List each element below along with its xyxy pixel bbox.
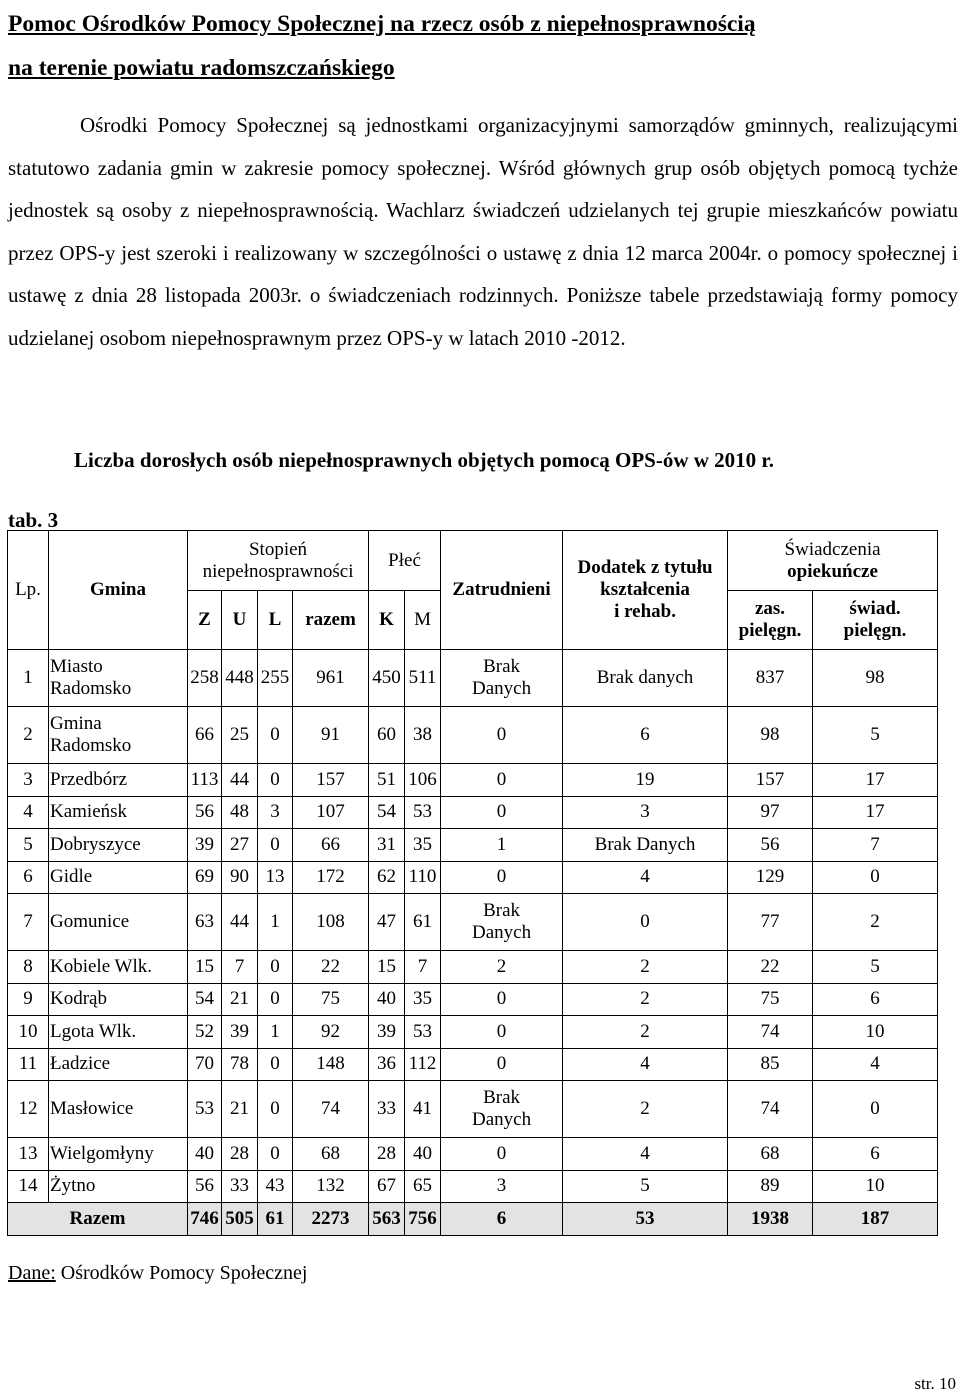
cell-swiad: 6 bbox=[813, 983, 938, 1016]
cell-swiad: 17 bbox=[813, 796, 938, 829]
cell-lp: 9 bbox=[8, 983, 49, 1016]
cell-u: 27 bbox=[222, 829, 258, 862]
cell-l: 43 bbox=[258, 1170, 293, 1203]
cell-gmina: Żytno bbox=[49, 1170, 188, 1203]
cell-gmina: Masłowice bbox=[49, 1081, 188, 1138]
cell-gmina: Lgota Wlk. bbox=[49, 1016, 188, 1049]
cell-z: 52 bbox=[188, 1016, 222, 1049]
cell-l: 0 bbox=[258, 983, 293, 1016]
table-row bbox=[8, 650, 938, 707]
cell-gmina: Wielgomłyny bbox=[49, 1138, 188, 1171]
cell-l: 13 bbox=[258, 861, 293, 894]
cell-lp: 8 bbox=[8, 951, 49, 984]
cell-zas: 77 bbox=[728, 894, 813, 951]
cell-lp: 6 bbox=[8, 861, 49, 894]
table-row bbox=[8, 1016, 938, 1049]
header-swiad bbox=[813, 591, 938, 650]
cell-lp: 1 bbox=[8, 650, 49, 707]
cell-zas: 56 bbox=[728, 829, 813, 862]
cell-u: 21 bbox=[222, 1081, 258, 1138]
header-u: U bbox=[222, 591, 258, 650]
cell-k: 40 bbox=[369, 983, 405, 1016]
total-razem: 2273 bbox=[293, 1203, 369, 1236]
ops-assistance-table bbox=[7, 530, 938, 1236]
header-swiadczenia-line2: opiekuńcze bbox=[787, 560, 878, 582]
cell-razem: 91 bbox=[293, 707, 369, 764]
cell-m: 40 bbox=[405, 1138, 441, 1171]
total-dodatek: 53 bbox=[563, 1203, 728, 1236]
table-row bbox=[8, 829, 938, 862]
table-row bbox=[8, 1138, 938, 1171]
cell-z: 113 bbox=[188, 764, 222, 797]
cell-u: 33 bbox=[222, 1170, 258, 1203]
table-number: tab. 3 bbox=[8, 508, 59, 532]
cell-gmina: Przedbórz bbox=[49, 764, 188, 797]
cell-swiad: 6 bbox=[813, 1138, 938, 1171]
cell-zas: 85 bbox=[728, 1048, 813, 1081]
cell-swiad: 7 bbox=[813, 829, 938, 862]
cell-m: 106 bbox=[405, 764, 441, 797]
cell-dodatek: 2 bbox=[563, 951, 728, 984]
cell-m: 511 bbox=[405, 650, 441, 707]
cell-k: 54 bbox=[369, 796, 405, 829]
cell-zas: 68 bbox=[728, 1138, 813, 1171]
cell-lp: 11 bbox=[8, 1048, 49, 1081]
cell-m: 112 bbox=[405, 1048, 441, 1081]
cell-k: 28 bbox=[369, 1138, 405, 1171]
cell-gmina: Ładzice bbox=[49, 1048, 188, 1081]
cell-zatrudnienie: 3 bbox=[441, 1170, 563, 1203]
total-l: 61 bbox=[258, 1203, 293, 1236]
cell-zas: 129 bbox=[728, 861, 813, 894]
cell-dodatek: 4 bbox=[563, 861, 728, 894]
cell-gmina: Kodrąb bbox=[49, 983, 188, 1016]
table-row bbox=[8, 983, 938, 1016]
header-zas bbox=[728, 591, 813, 650]
cell-zatrudnienie bbox=[441, 894, 563, 951]
table-row bbox=[8, 764, 938, 797]
table-row bbox=[8, 796, 938, 829]
cell-l: 0 bbox=[258, 1081, 293, 1138]
table-row bbox=[8, 707, 938, 764]
cell-z: 258 bbox=[188, 650, 222, 707]
header-razem: razem bbox=[293, 591, 369, 650]
header-gmina: Gmina bbox=[49, 531, 188, 650]
cell-k: 15 bbox=[369, 951, 405, 984]
cell-u: 44 bbox=[222, 894, 258, 951]
cell-k: 31 bbox=[369, 829, 405, 862]
cell-z: 66 bbox=[188, 707, 222, 764]
total-m: 756 bbox=[405, 1203, 441, 1236]
cell-u: 7 bbox=[222, 951, 258, 984]
cell-z: 56 bbox=[188, 1170, 222, 1203]
total-label: Razem bbox=[8, 1203, 188, 1236]
cell-razem: 66 bbox=[293, 829, 369, 862]
cell-swiad: 0 bbox=[813, 1081, 938, 1138]
cell-dodatek: Brak Danych bbox=[563, 829, 728, 862]
total-row bbox=[8, 1203, 938, 1236]
cell-u: 448 bbox=[222, 650, 258, 707]
total-u: 505 bbox=[222, 1203, 258, 1236]
cell-razem: 148 bbox=[293, 1048, 369, 1081]
cell-m: 7 bbox=[405, 951, 441, 984]
cell-gmina: Gomunice bbox=[49, 894, 188, 951]
cell-razem: 68 bbox=[293, 1138, 369, 1171]
header-m: M bbox=[405, 591, 441, 650]
cell-swiad: 5 bbox=[813, 951, 938, 984]
cell-zas: 837 bbox=[728, 650, 813, 707]
cell-lp: 4 bbox=[8, 796, 49, 829]
header-stopien-line2: niepełnosprawności bbox=[202, 560, 354, 582]
cell-m: 38 bbox=[405, 707, 441, 764]
cell-dodatek: 4 bbox=[563, 1048, 728, 1081]
header-swiadczenia-line1: Świadczenia bbox=[784, 538, 881, 560]
header-lp: Lp. bbox=[8, 531, 49, 650]
cell-dodatek: 2 bbox=[563, 1081, 728, 1138]
table-row bbox=[8, 951, 938, 984]
cell-z: 69 bbox=[188, 861, 222, 894]
cell-zatrudnienie: 0 bbox=[441, 707, 563, 764]
cell-m: 61 bbox=[405, 894, 441, 951]
cell-k: 39 bbox=[369, 1016, 405, 1049]
cell-lp: 12 bbox=[8, 1081, 49, 1138]
title-line-2: na terenie powiatu radomszczańskiego bbox=[8, 55, 395, 81]
cell-zas: 157 bbox=[728, 764, 813, 797]
cell-zas: 97 bbox=[728, 796, 813, 829]
cell-gmina-line1: Miasto bbox=[50, 656, 103, 677]
cell-swiad: 10 bbox=[813, 1170, 938, 1203]
cell-lp: 7 bbox=[8, 894, 49, 951]
cell-zatrudnienie: 0 bbox=[441, 983, 563, 1016]
cell-u: 28 bbox=[222, 1138, 258, 1171]
cell-u: 25 bbox=[222, 707, 258, 764]
table-row bbox=[8, 894, 938, 951]
cell-zas: 89 bbox=[728, 1170, 813, 1203]
cell-dodatek: 4 bbox=[563, 1138, 728, 1171]
cell-l: 0 bbox=[258, 829, 293, 862]
table-caption: Liczba dorosłych osób niepełnosprawnych objętych pomocą OPS-ów w 2010 r. bbox=[74, 448, 775, 472]
cell-gmina bbox=[49, 707, 188, 764]
cell-zatrudnienie: 0 bbox=[441, 764, 563, 797]
cell-gmina bbox=[49, 650, 188, 707]
cell-dodatek: 3 bbox=[563, 796, 728, 829]
cell-swiad: 17 bbox=[813, 764, 938, 797]
cell-swiad: 4 bbox=[813, 1048, 938, 1081]
header-zas-line1: zas. bbox=[754, 598, 786, 619]
cell-zatr-line1: Brak bbox=[483, 1087, 520, 1108]
cell-m: 65 bbox=[405, 1170, 441, 1203]
cell-zatrudnienie: 0 bbox=[441, 1138, 563, 1171]
cell-zatr-line2: Danych bbox=[471, 678, 532, 699]
header-l: L bbox=[258, 591, 293, 650]
cell-l: 0 bbox=[258, 707, 293, 764]
header-zas-line2: pielęgn. bbox=[738, 620, 802, 641]
header-dodatek-line1: Dodatek z tytułu bbox=[577, 557, 713, 578]
cell-u: 44 bbox=[222, 764, 258, 797]
cell-zatr-line2: Danych bbox=[471, 922, 532, 943]
cell-zas: 98 bbox=[728, 707, 813, 764]
cell-gmina: Dobryszyce bbox=[49, 829, 188, 862]
total-zatrudnienie: 6 bbox=[441, 1203, 563, 1236]
cell-z: 70 bbox=[188, 1048, 222, 1081]
cell-m: 35 bbox=[405, 829, 441, 862]
cell-u: 39 bbox=[222, 1016, 258, 1049]
cell-dodatek: 19 bbox=[563, 764, 728, 797]
cell-zas: 74 bbox=[728, 1016, 813, 1049]
header-plec: Płeć bbox=[369, 531, 441, 591]
cell-lp: 10 bbox=[8, 1016, 49, 1049]
cell-dodatek: 5 bbox=[563, 1170, 728, 1203]
cell-z: 15 bbox=[188, 951, 222, 984]
cell-zatrudnienie: 1 bbox=[441, 829, 563, 862]
header-stopien bbox=[188, 531, 369, 591]
cell-swiad: 10 bbox=[813, 1016, 938, 1049]
cell-k: 47 bbox=[369, 894, 405, 951]
intro-paragraph: Ośrodki Pomocy Społecznej są jednostkami organizacyjnymi samorządów gminnych, realizującymi statutowo zadania gmin w zakresie pomocy społecznej. Wśród głównych grup osób objętych pomocą tychże jednostek są osoby z niepełnosprawnością. Wachlarz świadczeń udzielanych tej grupie mieszkańców powiatu przez OPS-y jest szeroki i realizowany w szczególności o ustawę z dnia 12 marca 2004r. o pomocy społecznej i ustawę z dnia 28 listopada 2003r. o świadczeniach rodzinnych. Poniższe tabele przedstawiają formy pomocy udzielanej osobom niepełnosprawnym przez OPS-y w latach 2010 -2012. bbox=[8, 113, 958, 350]
cell-zatrudnienie: 0 bbox=[441, 861, 563, 894]
cell-lp: 13 bbox=[8, 1138, 49, 1171]
total-swiad: 187 bbox=[813, 1203, 938, 1236]
cell-razem: 92 bbox=[293, 1016, 369, 1049]
cell-gmina: Kamieńsk bbox=[49, 796, 188, 829]
cell-razem: 74 bbox=[293, 1081, 369, 1138]
cell-lp: 2 bbox=[8, 707, 49, 764]
cell-dodatek: 2 bbox=[563, 1016, 728, 1049]
source-label: Dane: bbox=[8, 1262, 56, 1284]
cell-razem: 107 bbox=[293, 796, 369, 829]
cell-l: 1 bbox=[258, 894, 293, 951]
cell-m: 41 bbox=[405, 1081, 441, 1138]
cell-m: 53 bbox=[405, 796, 441, 829]
cell-l: 255 bbox=[258, 650, 293, 707]
cell-k: 33 bbox=[369, 1081, 405, 1138]
table-row bbox=[8, 1048, 938, 1081]
cell-zatrudnienie: 0 bbox=[441, 796, 563, 829]
cell-swiad: 5 bbox=[813, 707, 938, 764]
cell-l: 0 bbox=[258, 1138, 293, 1171]
header-z: Z bbox=[188, 591, 222, 650]
cell-z: 56 bbox=[188, 796, 222, 829]
cell-k: 60 bbox=[369, 707, 405, 764]
cell-swiad: 2 bbox=[813, 894, 938, 951]
cell-zas: 75 bbox=[728, 983, 813, 1016]
cell-gmina: Gidle bbox=[49, 861, 188, 894]
cell-zatrudnienie: 0 bbox=[441, 1016, 563, 1049]
header-swiad-line1: świad. bbox=[849, 598, 901, 619]
cell-u: 90 bbox=[222, 861, 258, 894]
cell-k: 36 bbox=[369, 1048, 405, 1081]
source-text: Ośrodków Pomocy Społecznej bbox=[60, 1262, 308, 1284]
total-k: 563 bbox=[369, 1203, 405, 1236]
cell-k: 450 bbox=[369, 650, 405, 707]
cell-zatrudnienie bbox=[441, 650, 563, 707]
header-dodatek-line3: i rehab. bbox=[614, 601, 676, 622]
cell-u: 48 bbox=[222, 796, 258, 829]
cell-l: 1 bbox=[258, 1016, 293, 1049]
cell-l: 0 bbox=[258, 951, 293, 984]
header-dodatek bbox=[563, 531, 728, 650]
cell-dodatek: 2 bbox=[563, 983, 728, 1016]
header-stopien-line1: Stopień bbox=[248, 538, 308, 560]
cell-zas: 74 bbox=[728, 1081, 813, 1138]
cell-zatr-line2: Danych bbox=[471, 1109, 532, 1130]
document-title bbox=[8, 2, 948, 90]
total-z: 746 bbox=[188, 1203, 222, 1236]
cell-l: 0 bbox=[258, 1048, 293, 1081]
cell-gmina-line1: Gmina bbox=[50, 713, 102, 734]
cell-gmina-line2: Radomsko bbox=[50, 735, 132, 756]
cell-zas: 22 bbox=[728, 951, 813, 984]
header-swiad-line2: pielęgn. bbox=[843, 620, 907, 641]
cell-razem: 22 bbox=[293, 951, 369, 984]
cell-gmina-line2: Radomsko bbox=[50, 678, 132, 699]
cell-z: 39 bbox=[188, 829, 222, 862]
cell-lp: 5 bbox=[8, 829, 49, 862]
header-row-1 bbox=[8, 531, 938, 591]
cell-dodatek: 0 bbox=[563, 894, 728, 951]
cell-razem: 961 bbox=[293, 650, 369, 707]
cell-m: 110 bbox=[405, 861, 441, 894]
table-row bbox=[8, 1170, 938, 1203]
cell-razem: 157 bbox=[293, 764, 369, 797]
cell-gmina: Kobiele Wlk. bbox=[49, 951, 188, 984]
cell-z: 63 bbox=[188, 894, 222, 951]
cell-m: 35 bbox=[405, 983, 441, 1016]
cell-k: 62 bbox=[369, 861, 405, 894]
cell-k: 67 bbox=[369, 1170, 405, 1203]
total-zas: 1938 bbox=[728, 1203, 813, 1236]
cell-u: 21 bbox=[222, 983, 258, 1016]
header-zatrudnienie: Zatrudnieni bbox=[441, 531, 563, 650]
cell-razem: 172 bbox=[293, 861, 369, 894]
header-dodatek-line2: kształcenia bbox=[600, 579, 690, 600]
page-number: str. 10 bbox=[914, 1374, 956, 1393]
title-line-1: Pomoc Ośrodków Pomocy Społecznej na rzecz osób z niepełnosprawnością bbox=[8, 11, 756, 37]
cell-lp: 14 bbox=[8, 1170, 49, 1203]
table-row bbox=[8, 861, 938, 894]
cell-dodatek: 6 bbox=[563, 707, 728, 764]
cell-m: 53 bbox=[405, 1016, 441, 1049]
cell-dodatek: Brak danych bbox=[563, 650, 728, 707]
cell-l: 0 bbox=[258, 764, 293, 797]
cell-zatrudnienie: 2 bbox=[441, 951, 563, 984]
cell-swiad: 0 bbox=[813, 861, 938, 894]
cell-u: 78 bbox=[222, 1048, 258, 1081]
data-source bbox=[8, 1262, 307, 1285]
cell-z: 53 bbox=[188, 1081, 222, 1138]
cell-zatr-line1: Brak bbox=[483, 656, 520, 677]
cell-zatrudnienie: 0 bbox=[441, 1048, 563, 1081]
cell-k: 51 bbox=[369, 764, 405, 797]
cell-l: 3 bbox=[258, 796, 293, 829]
cell-z: 54 bbox=[188, 983, 222, 1016]
cell-razem: 108 bbox=[293, 894, 369, 951]
cell-lp: 3 bbox=[8, 764, 49, 797]
cell-z: 40 bbox=[188, 1138, 222, 1171]
header-k: K bbox=[369, 591, 405, 650]
header-swiadczenia bbox=[728, 531, 938, 591]
cell-swiad: 98 bbox=[813, 650, 938, 707]
cell-zatr-line1: Brak bbox=[483, 900, 520, 921]
cell-razem: 132 bbox=[293, 1170, 369, 1203]
table-row bbox=[8, 1081, 938, 1138]
cell-razem: 75 bbox=[293, 983, 369, 1016]
cell-zatrudnienie bbox=[441, 1081, 563, 1138]
